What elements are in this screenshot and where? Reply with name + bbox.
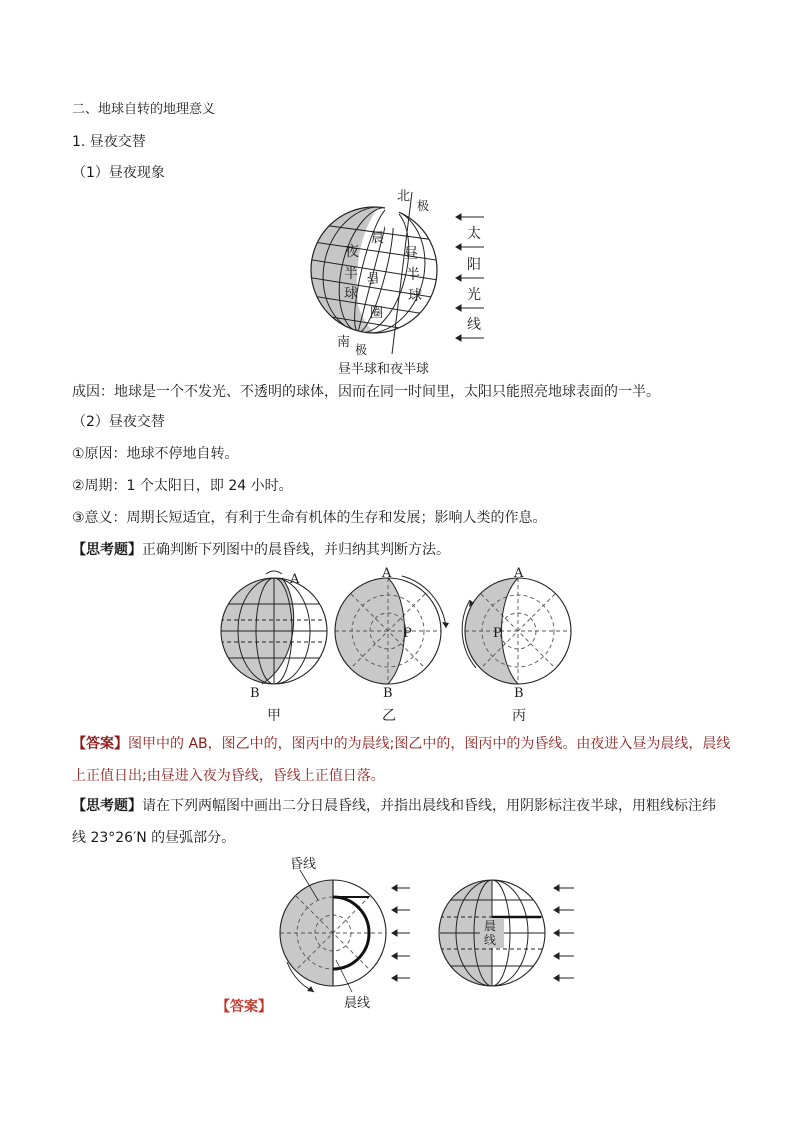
period-text: ②周期：1 个太阳日，即 24 小时。 [72, 478, 293, 494]
right-sunlight-arrows [554, 885, 574, 981]
bing-point-b: B [514, 686, 524, 701]
sun-rays-char-4: 线 [467, 317, 481, 333]
north-pole-label: 极 [417, 199, 430, 213]
caption-bing: 丙 [512, 708, 526, 724]
cause-text: 成因：地球是一个不发光、不透明的球体，因而在同一时间里，太阳只能照亮地球表面的一半。 [72, 384, 660, 400]
think-label-2: 【思考题】 [72, 798, 142, 814]
subheading-day-night-alternation: 1. 昼夜交替 [72, 134, 146, 150]
north-label: 北 [397, 189, 411, 204]
dusk-line-label: 昏线 [290, 857, 317, 872]
bing-point-a: A [514, 566, 524, 581]
reason-text: ①原因：地球不停地自转。 [72, 446, 239, 462]
yi-point-p: P [403, 626, 412, 641]
think-label: 【思考题】 [72, 542, 142, 558]
dawn-line-label: 晨线 [344, 996, 371, 1011]
caption-jia: 甲 [267, 708, 281, 724]
think-question-2-line-2: 线 23°26′N 的昼弧部分。 [72, 830, 236, 846]
answer-label: 【答案】 [72, 736, 128, 752]
jia-point-b: B [250, 686, 260, 701]
night-hemisphere-char-3: 球 [344, 286, 358, 302]
subheading-alternation: （2）昼夜交替 [72, 414, 165, 430]
day-hemisphere-char-2: 半 [406, 267, 420, 283]
think-text: 正确判断下列图中的晨昏线，并归纳其判断方法。 [142, 542, 450, 558]
jia-point-a: A [290, 572, 300, 587]
terminator-judgement-figure [215, 566, 575, 726]
answer-1-text: 图甲中的 AB，图乙中的，图丙中的为晨线;图乙中的，图丙中的为昏线。由夜进入昼为晨线，晨线 [128, 736, 731, 752]
think-question-1 [72, 540, 450, 560]
sun-rays-char-2: 阳 [467, 257, 481, 273]
answer-2-label: 【答案】 [216, 999, 272, 1015]
sun-rays-char-3: 光 [467, 287, 481, 303]
think-question-2-line-1 [72, 796, 716, 816]
south-label: 南 [337, 335, 351, 350]
yi-point-a: A [382, 566, 392, 581]
dawn-line-label-right-1: 晨线 [484, 919, 497, 947]
day-hemisphere-char-1: 昼 [404, 246, 418, 262]
south-pole-label: 极 [355, 343, 368, 357]
day-night-hemisphere-figure [300, 186, 500, 378]
bing-point-p: P [493, 626, 502, 641]
day-hemisphere-char-3: 球 [408, 288, 422, 304]
terminator-char-1: 晨 [371, 231, 385, 246]
meaning-text: ③意义：周期长短适宜，有利于生命有机体的生存和发展；影响人类的作息。 [72, 510, 547, 526]
answer-1-line-1 [72, 734, 730, 754]
terminator-char-2: 昏 [366, 269, 380, 284]
left-sunlight-arrows [392, 885, 410, 981]
subheading-day-night-phenomenon: （1）昼夜现象 [72, 165, 165, 181]
answer-1-line-2: 上正值日出;由昼进入夜为昏线，昏线上正值日落。 [72, 768, 385, 784]
section-title: 二、地球自转的地理意义 [72, 102, 216, 117]
think-2-text: 请在下列两幅图中画出二分日晨昏线，并指出晨线和昏线，用阴影标注夜半球，用粗线标注纬 [142, 798, 716, 814]
figure-caption: 昼半球和夜半球 [338, 362, 430, 377]
terminator-char-3: 圈 [370, 306, 384, 321]
night-hemisphere-char-2: 半 [344, 266, 358, 282]
sun-rays-char-1: 太 [467, 226, 481, 242]
night-hemisphere-char-1: 夜 [345, 244, 359, 260]
yi-point-b: B [383, 686, 393, 701]
equinox-terminator-figure [270, 850, 580, 1020]
caption-yi: 乙 [382, 708, 396, 724]
